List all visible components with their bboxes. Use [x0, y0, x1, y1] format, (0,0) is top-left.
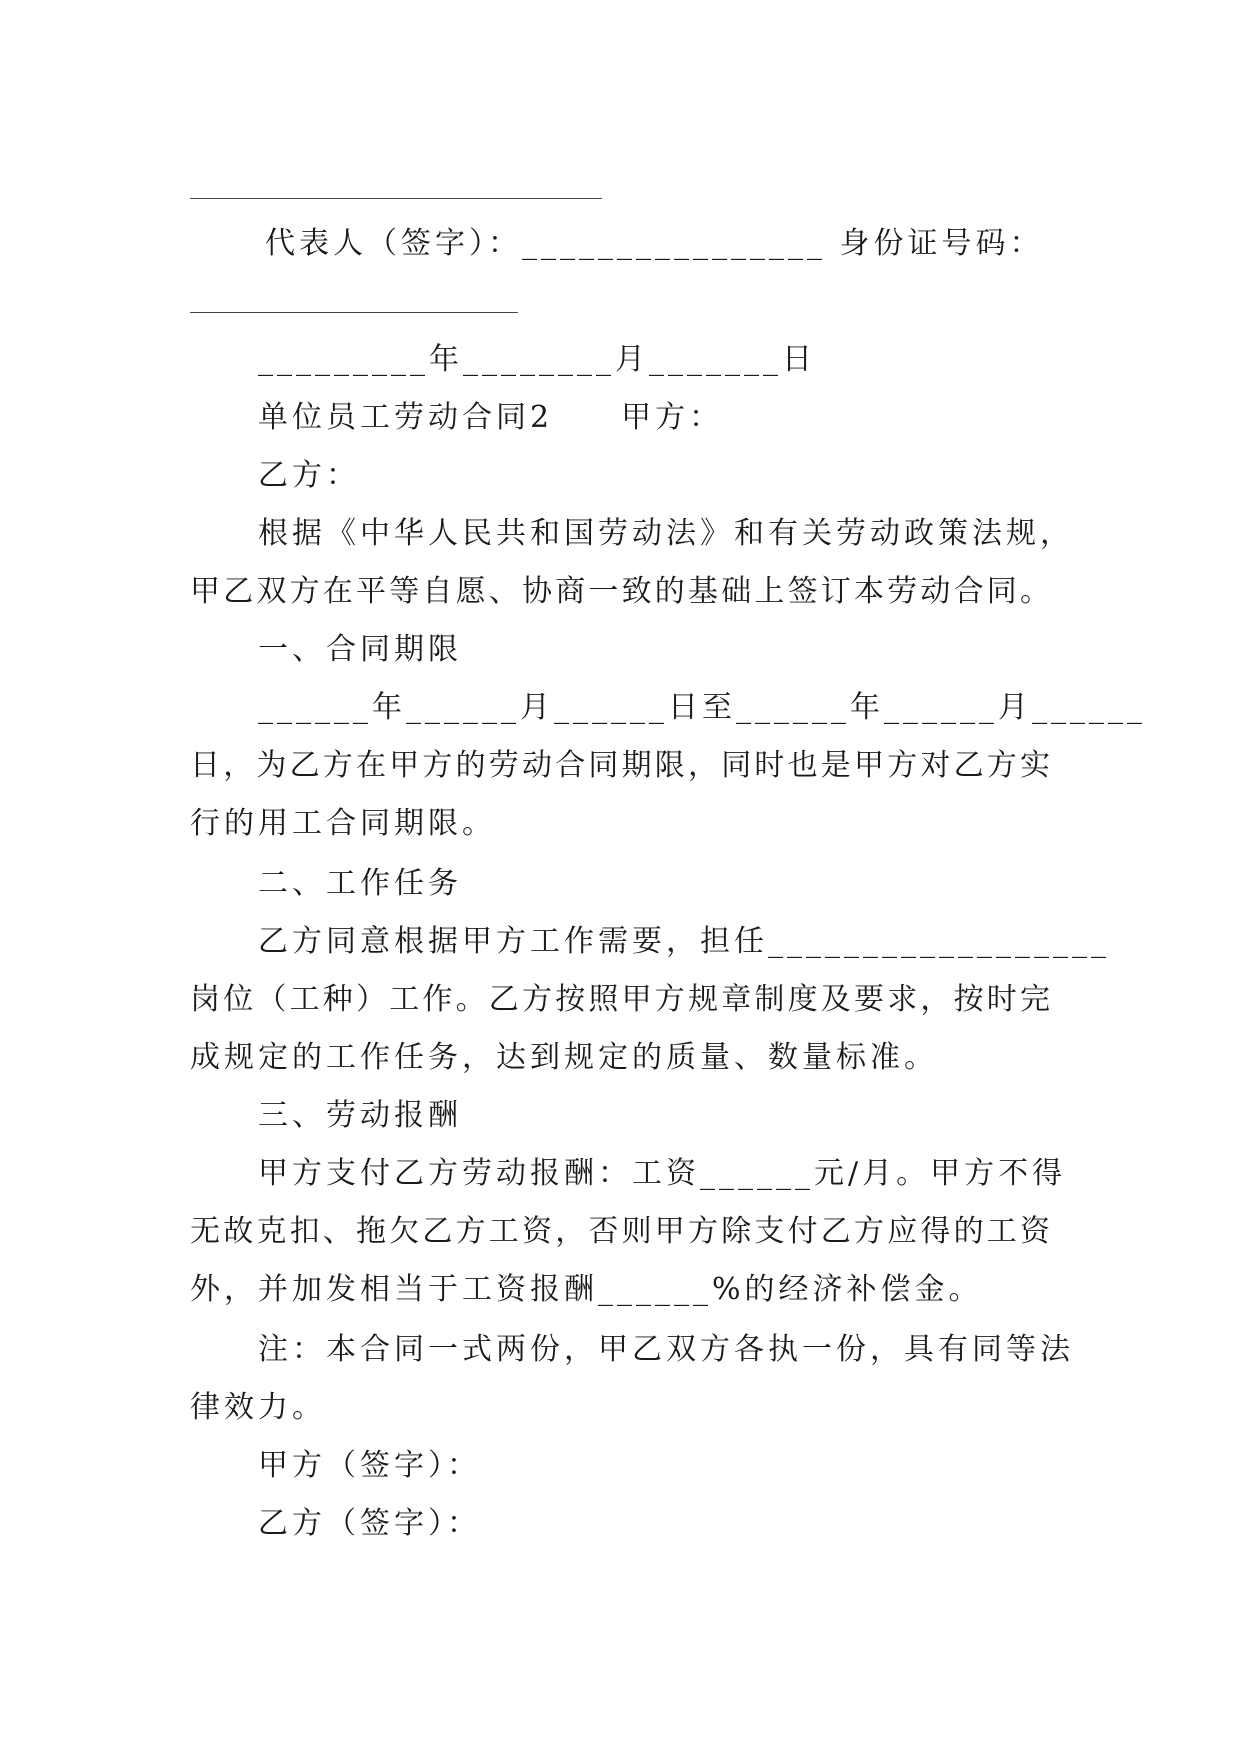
section-heading-term: 一、合同期限	[258, 632, 462, 667]
party-a-signature: 甲方（签字）：	[258, 1448, 481, 1483]
term-line-2: 日，为乙方在甲方的劳动合同期限，同时也是甲方对乙方实	[190, 748, 1052, 783]
pay-line-3: 外，并加发相当于工资报酬______%的经济补偿金。	[190, 1272, 983, 1307]
id-number-rule	[190, 312, 518, 313]
pay-line-2: 无故克扣、拖欠乙方工资，否则甲方除支付乙方应得的工资	[190, 1214, 1052, 1249]
signature-rule-top	[190, 198, 602, 199]
party-b-signature: 乙方（签字）：	[258, 1506, 481, 1541]
date-line: _________年________月_______日	[258, 342, 816, 377]
tasks-line-2: 岗位（工种）工作。乙方按照甲方规章制度及要求，按时完	[190, 982, 1052, 1017]
preamble-line-2: 甲乙双方在平等自愿、协商一致的基础上签订本劳动合同。	[190, 574, 1052, 609]
term-line-1: ______年______月______日至______年______月______	[258, 690, 1146, 725]
document-title: 单位员工劳动合同2 甲方：	[258, 400, 724, 435]
term-line-3: 行的用工合同期限。	[190, 806, 496, 841]
party-b-label: 乙方：	[258, 458, 360, 493]
note-line-2: 律效力。	[190, 1390, 326, 1425]
preamble-line-1: 根据《中华人民共和国劳动法》和有关劳动政策法规，	[258, 516, 1074, 551]
section-heading-tasks: 二、工作任务	[258, 866, 462, 901]
tasks-line-3: 成规定的工作任务，达到规定的质量、数量标准。	[190, 1040, 938, 1075]
representative-signature-line: 代表人（签字）：________________ 身份证号码：	[265, 226, 1044, 261]
note-line-1: 注：本合同一式两份，甲乙双方各执一份，具有同等法	[258, 1332, 1074, 1367]
pay-line-1: 甲方支付乙方劳动报酬：工资______元/月。甲方不得	[258, 1156, 1067, 1191]
section-heading-pay: 三、劳动报酬	[258, 1098, 462, 1133]
tasks-line-1: 乙方同意根据甲方工作需要，担任__________________	[258, 924, 1110, 959]
